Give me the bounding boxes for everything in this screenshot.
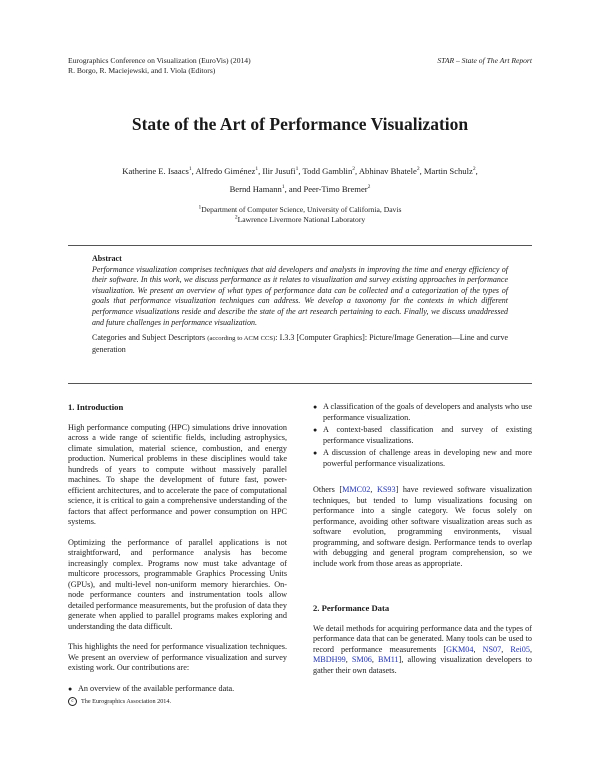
bullet-icon: ●: [68, 684, 73, 693]
bullet-icon: ●: [313, 403, 318, 411]
paragraph: Optimizing the performance of parallel applications is not straightforward, and performance analysis has become increasingly complex. Programs now must take advantage of multicore processors, programmable Graphics Processing Units (GPUs), and multi-level non-uniform memory hierarchies. On-node performance counters and instrumentation tools allow detailed performance measurements, but the profusion of data they generate when applied to parallel programs makes exploring and understanding the data difficult.: [68, 537, 287, 631]
citation-link[interactable]: SM06: [351, 655, 372, 664]
list-item: ● A discussion of challenge areas in developing new and more powerful performance visualizations.: [313, 448, 532, 468]
abstract-heading: Abstract: [92, 254, 122, 263]
citation-link[interactable]: GKM04: [446, 644, 474, 654]
author: Peer-Timo Bremer$^2$: [303, 184, 371, 194]
author: Abhinav Bhatele$^2$: [358, 166, 420, 176]
author: Todd Gamblin$^2$: [302, 166, 355, 176]
list-item: ● A context-based classification and survey of existing performance visualizations.: [313, 425, 532, 445]
affiliations: [0, 205, 600, 224]
bullet-icon: ●: [313, 449, 318, 457]
paragraph: This highlights the need for performance visualization techniques. We present an overview of performance visualization and survey existing work. Our contributions are:: [68, 642, 287, 672]
affiliation: $^2$Lawrence Livermore National Laboratory: [234, 214, 366, 224]
running-header-left: [68, 56, 251, 76]
conference-name: Eurographics Conference on Visualization (EuroVis) (2014): [68, 56, 251, 65]
list-item: ● A classification of the goals of developers and analysts who use performance visualization.: [313, 402, 532, 422]
report-type: STAR – State of The Art Report: [437, 56, 532, 65]
citation-link[interactable]: KS93: [376, 485, 396, 494]
author: Bernd Hamann$^1$: [229, 184, 285, 194]
left-column: [68, 402, 287, 704]
paper-title: State of the Art of Performance Visualization: [131, 114, 469, 134]
abstract-text: Performance visualization comprises techniques that aid developers and analysts in improving the time and energy efficiency of their software. In this work, we discuss performance as it relates to visualization and survey existing approaches in performance visualization. We present an overview of what types of performance data can be collected and a categorization of the types of goals that performance visualization techniques can address. We develop a taxonomy for the contexts in which different performance visualizations reside and describe the state of the art research pertaining to each. Finally, we discuss unaddressed and future challenges in performance visualization.: [92, 264, 508, 327]
section-heading-introduction: 1. Introduction: [68, 402, 124, 412]
right-column: [313, 402, 532, 686]
paragraph: High performance computing (HPC) simulations drive innovation across a wide range of scientific fields, including astrophysics, climate simulation, material science, combustion, and energy production. Numerical problems in these disciplines would take hundreds of years to compute without massively parallel machines. To shape the development of future fast, power-efficient architectures, and to accelerate the pace of computational science, it is critical to gain a comprehensive understanding of the factors that affect performance and power consumption on HPC systems.: [68, 422, 287, 526]
citation-link[interactable]: BM11: [378, 655, 399, 664]
abstract-top-rule: [68, 245, 532, 246]
author: Alfredo Giménez$^1$: [195, 166, 259, 176]
editors-line: R. Borgo, R. Maciejewski, and I. Viola (Editors): [68, 66, 216, 75]
copyright-icon: c: [68, 697, 77, 706]
section-heading-performance-data: 2. Performance Data: [313, 603, 390, 613]
citation-link[interactable]: MMC02: [342, 485, 371, 494]
author: Ilir Jusufi$^1$: [262, 166, 299, 176]
paragraph-related-work: Others [MMC02, KS93] have reviewed software visualization techniques, but tended to lump visualizations focusing on performance into a single category. We focus solely on performance, avoiding other software visualization areas such as software evolution, programming environments, visual programming, and software design. Performance tends to overlap with debugging and general program comprehension, so we include work from those areas as appropriate.: [313, 485, 533, 568]
contributions-list: [68, 684, 287, 695]
contributions-list-continued: [313, 402, 532, 469]
author: Katherine E. Isaacs$^1$: [122, 166, 192, 176]
affiliation: $^1$Department of Computer Science, University of California, Davis: [198, 204, 402, 214]
author-list: Katherine E. Isaacs$^1$, Alfredo Giménez$^1$, Ilir Jusufi$^1$, Todd Gamblin$^2$, Abhinav Bhatele$^2$, Martin Schulz$^2$, Bernd Hamann$^1$, and Peer-Timo Bremer$^2$: [122, 166, 478, 194]
abstract-bottom-rule: [68, 383, 532, 384]
paragraph: We detail methods for acquiring performance data and the types of performance data that can be generated. Many tools can be used to record performance measurements [GKM04, NS07, Rei05, MBDH99, SM06, BM11], allowing visualization developers to gather their own datasets.: [313, 623, 533, 675]
bullet-icon: ●: [313, 426, 318, 434]
list-item: ● An overview of the available performance data.: [68, 683, 235, 693]
citation-link[interactable]: MBDH99: [313, 655, 346, 664]
copyright-text: The Eurographics Association 2014.: [81, 698, 172, 705]
ccs-descriptors: Categories and Subject Descriptors (according to ACM CCS): I.3.3 [Computer Graphics]: Picture/Image Generation—Line and curve generation: [92, 333, 509, 354]
abstract: [92, 254, 508, 355]
citation-link[interactable]: NS07: [482, 644, 502, 654]
citation-link[interactable]: Rei05: [510, 644, 530, 654]
footer: [68, 697, 171, 706]
author: Martin Schulz$^2$: [423, 166, 476, 176]
